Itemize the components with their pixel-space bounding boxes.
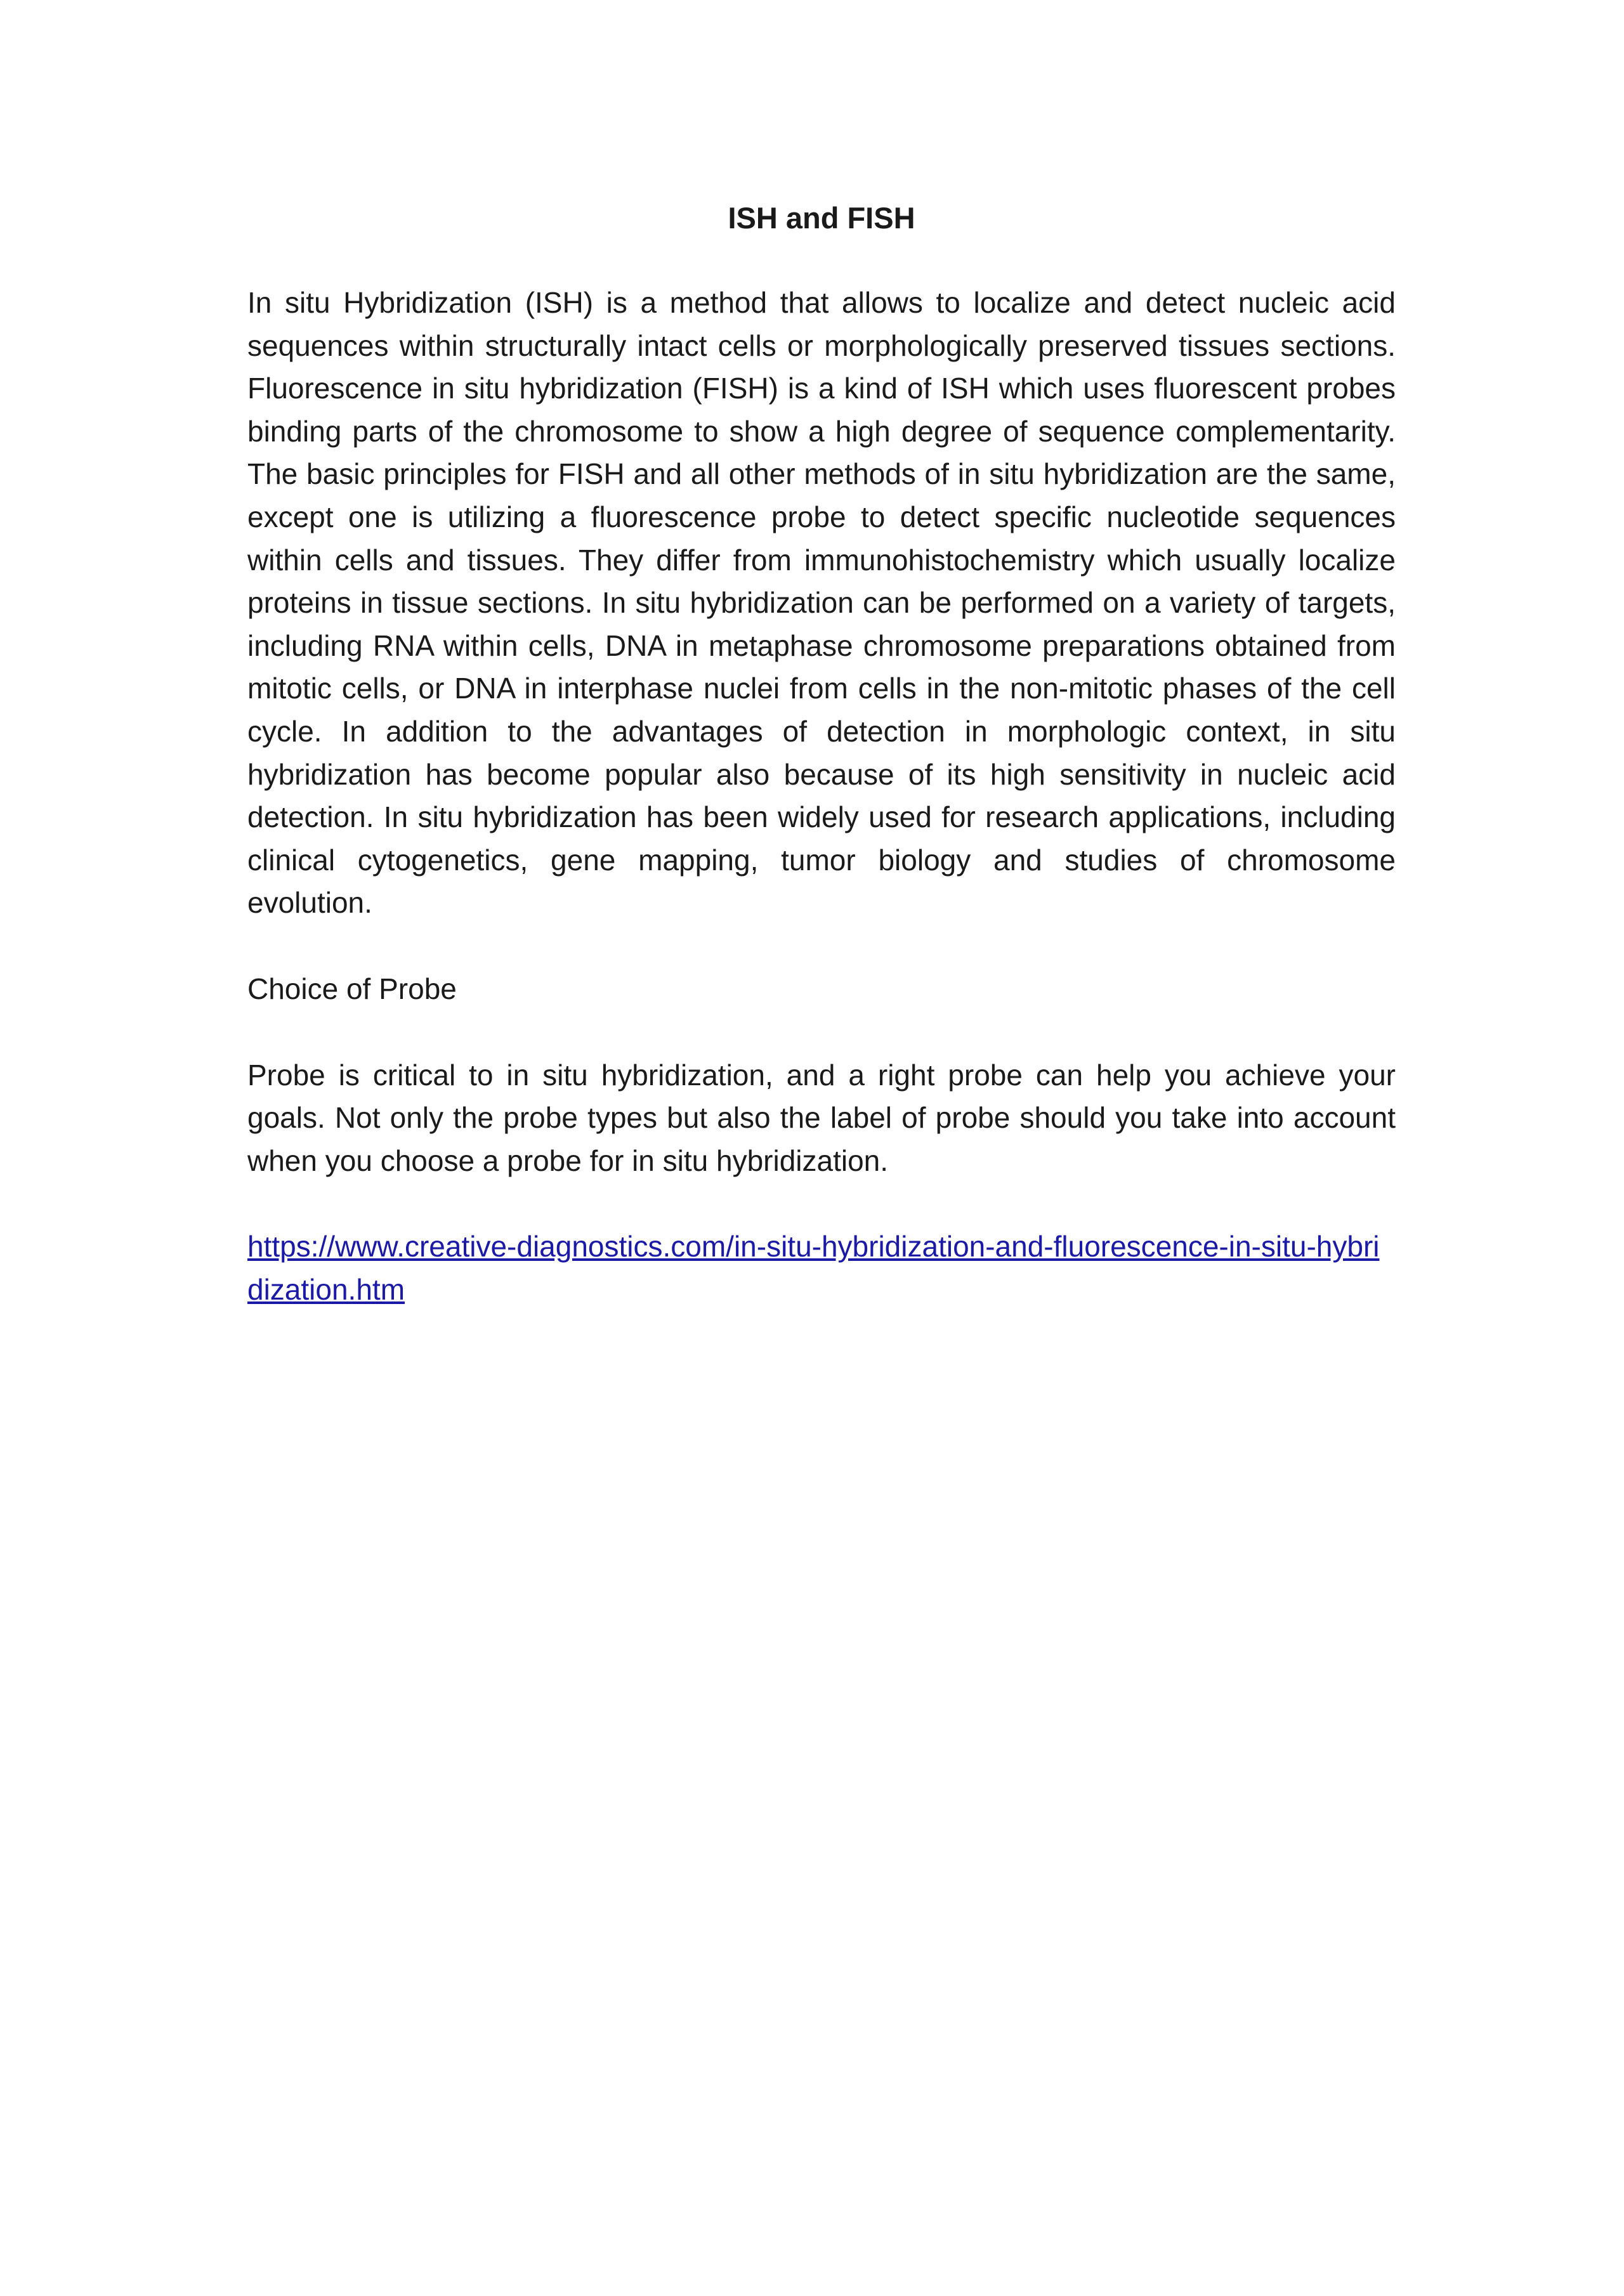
paragraph-spacer (247, 1182, 1396, 1225)
document-title: ISH and FISH (728, 201, 915, 235)
probe-paragraph: Probe is critical to in situ hybridization, and a right probe can help you achieve your goals. Not only the probe types but also the label of probe should you take into account when you choose a probe for in situ hybridization. (247, 1058, 1396, 1177)
document-body (247, 197, 1396, 1311)
source-link[interactable]: https://www.creative-diagnostics.com/in-situ-hybridization-and-fluorescence-in-situ-hybridization.htm (247, 1230, 1380, 1306)
intro-paragraph: In situ Hybridization (ISH) is a method that allows to localize and detect nucleic acid sequences within structurally intact cells or morphologically preserved tissues sections. Fluorescence in situ hybridization (FISH) is a kind of ISH which uses fluorescent probes binding parts of the chromosome to show a high degree of sequence complementarity. The basic principles for FISH and all other methods of in situ hybridization are the same, except one is utilizing a fluorescence probe to detect specific nucleotide sequences within cells and tissues. They differ from immunohistochemistry which usually localize proteins in tissue sections. In situ hybridization can be performed on a variety of targets, including RNA within cells, DNA in metaphase chromosome preparations obtained from mitotic cells, or DNA in interphase nuclei from cells in the non-mitotic phases of the cell cycle. In addition to the advantages of detection in morphologic context, in situ hybridization has become popular also because of its high sensitivity in nucleic acid detection. In situ hybridization has been widely used for research applications, including clinical cytogenetics, gene mapping, tumor biology and studies of chromosome evolution. (247, 286, 1396, 920)
section-heading-choice-of-probe: Choice of Probe (247, 972, 457, 1005)
